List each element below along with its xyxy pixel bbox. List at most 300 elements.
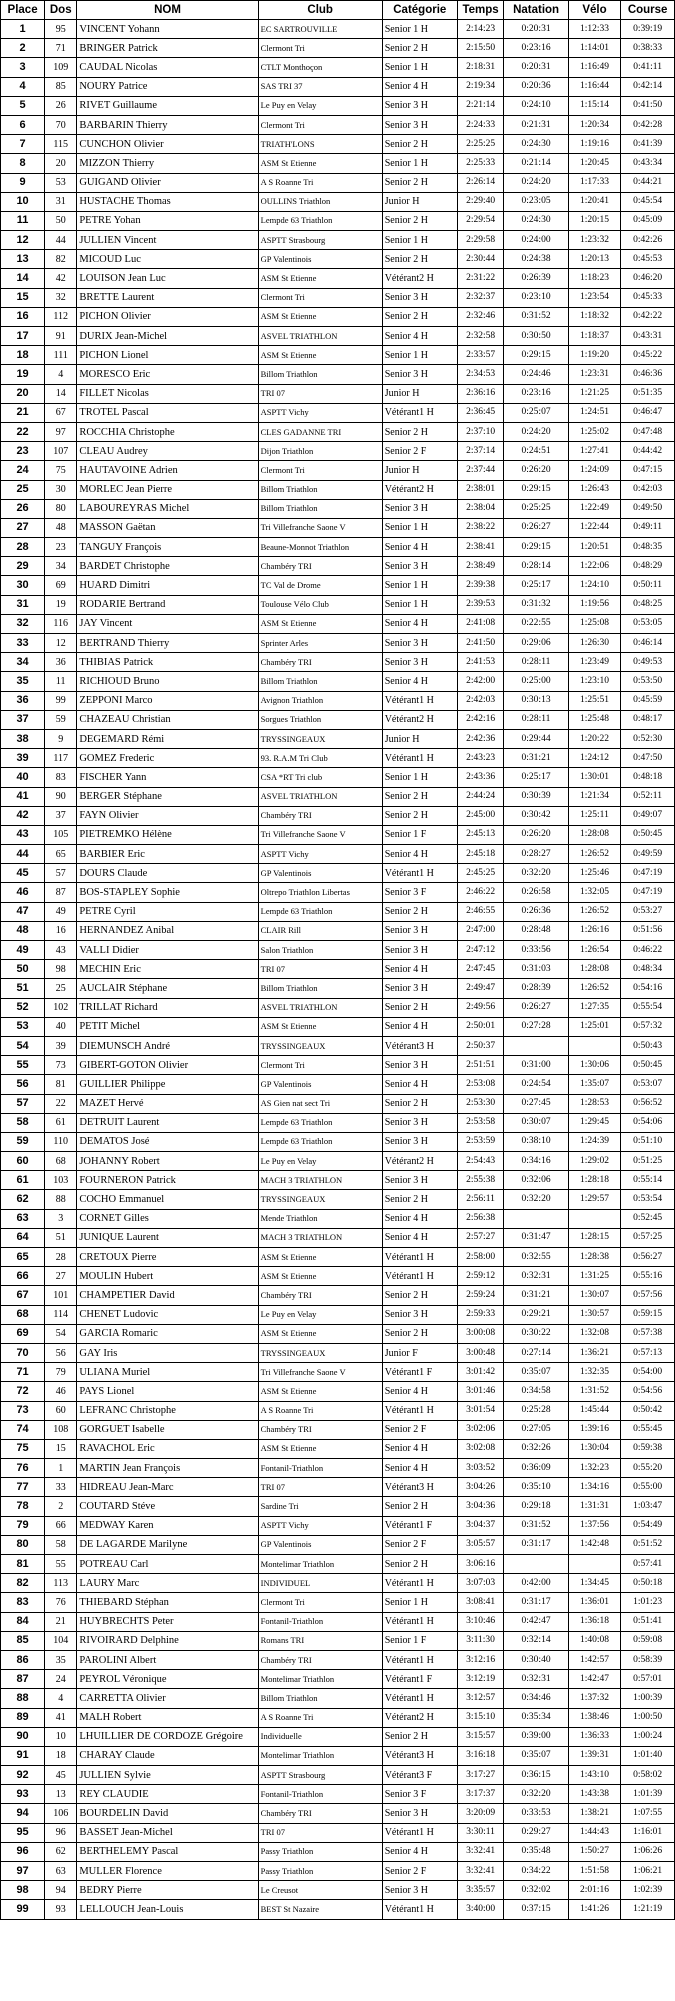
cell-place: 32 [1, 614, 45, 633]
cell-nom: GORGUET Isabelle [77, 1420, 258, 1439]
cell-velo: 1:22:49 [568, 499, 620, 518]
table-row [1, 384, 675, 403]
cell-velo: 1:20:51 [568, 538, 620, 557]
cell-course: 0:51:52 [621, 1535, 675, 1554]
cell-categorie: Vétérant1 H [382, 1823, 457, 1842]
cell-club: ASVEL TRIATHLON [258, 327, 382, 346]
cell-temps: 2:31:22 [457, 269, 504, 288]
cell-nom: GIBERT-GOTON Olivier [77, 1056, 258, 1075]
header-row [1, 1, 675, 20]
cell-course: 0:55:00 [621, 1478, 675, 1497]
table-row [1, 1574, 675, 1593]
cell-club: GP Valentinois [258, 250, 382, 269]
cell-categorie: Senior 2 F [382, 1535, 457, 1554]
cell-velo: 1:23:54 [568, 288, 620, 307]
cell-place: 42 [1, 806, 45, 825]
cell-categorie: Senior 3 H [382, 653, 457, 672]
cell-categorie: Senior 1 H [382, 346, 457, 365]
cell-categorie: Senior 1 H [382, 231, 457, 250]
cell-temps: 3:30:11 [457, 1823, 504, 1842]
cell-place: 10 [1, 192, 45, 211]
cell-course: 0:59:15 [621, 1305, 675, 1324]
cell-place: 27 [1, 518, 45, 537]
cell-place: 94 [1, 1804, 45, 1823]
cell-temps: 3:08:41 [457, 1593, 504, 1612]
cell-dos: 20 [45, 154, 77, 173]
cell-place: 90 [1, 1727, 45, 1746]
cell-dos: 26 [45, 96, 77, 115]
cell-velo: 1:24:09 [568, 461, 620, 480]
cell-nom: ZEPPONI Marco [77, 691, 258, 710]
table-row [1, 576, 675, 595]
cell-natation: 0:30:13 [504, 691, 568, 710]
cell-course: 0:47:19 [621, 883, 675, 902]
cell-nom: FILLET Nicolas [77, 384, 258, 403]
cell-course: 0:54:49 [621, 1516, 675, 1535]
cell-place: 14 [1, 269, 45, 288]
cell-velo: 1:38:46 [568, 1708, 620, 1727]
table-row [1, 192, 675, 211]
cell-velo: 1:26:54 [568, 941, 620, 960]
cell-natation: 0:26:39 [504, 269, 568, 288]
cell-place: 79 [1, 1516, 45, 1535]
table-row [1, 518, 675, 537]
cell-nom: LABOUREYRAS Michel [77, 499, 258, 518]
cell-place: 2 [1, 39, 45, 58]
cell-temps: 2:46:55 [457, 902, 504, 921]
cell-natation: 0:25:07 [504, 403, 568, 422]
cell-nom: CRETOUX Pierre [77, 1248, 258, 1267]
cell-club: ASM St Etienne [258, 1324, 382, 1343]
cell-nom: RIVOIRARD Delphine [77, 1631, 258, 1650]
table-row [1, 1343, 675, 1362]
cell-categorie: Senior 1 H [382, 576, 457, 595]
cell-categorie: Senior 4 H [382, 1842, 457, 1861]
cell-nom: COCHO Emmanuel [77, 1190, 258, 1209]
cell-velo: 1:16:44 [568, 77, 620, 96]
cell-course: 0:50:45 [621, 1056, 675, 1075]
cell-dos: 101 [45, 1286, 77, 1305]
cell-velo: 1:21:34 [568, 787, 620, 806]
cell-nom: HUARD Dimitri [77, 576, 258, 595]
cell-course: 0:55:16 [621, 1267, 675, 1286]
cell-categorie: Vétérant1 H [382, 403, 457, 422]
table-row [1, 96, 675, 115]
cell-club: ASM St Etienne [258, 614, 382, 633]
cell-place: 97 [1, 1862, 45, 1881]
cell-place: 59 [1, 1132, 45, 1151]
cell-categorie: Senior 2 H [382, 135, 457, 154]
cell-categorie: Vétérant1 H [382, 864, 457, 883]
table-row [1, 154, 675, 173]
cell-club: ASM St Etienne [258, 1017, 382, 1036]
cell-nom: TANGUY François [77, 538, 258, 557]
cell-place: 55 [1, 1056, 45, 1075]
cell-dos: 55 [45, 1555, 77, 1574]
cell-dos: 56 [45, 1343, 77, 1362]
cell-place: 48 [1, 921, 45, 940]
cell-temps: 2:45:25 [457, 864, 504, 883]
cell-natation: 0:32:06 [504, 1171, 568, 1190]
cell-course: 0:49:53 [621, 653, 675, 672]
cell-place: 24 [1, 461, 45, 480]
cell-club: Tri Villefranche Saone V [258, 518, 382, 537]
cell-club: GP Valentinois [258, 1535, 382, 1554]
cell-temps: 3:01:42 [457, 1363, 504, 1382]
cell-dos: 116 [45, 614, 77, 633]
cell-natation: 0:32:20 [504, 864, 568, 883]
cell-club: Romans TRI [258, 1631, 382, 1650]
cell-dos: 33 [45, 1478, 77, 1497]
cell-nom: MASSON Gaëtan [77, 518, 258, 537]
cell-temps: 2:26:14 [457, 173, 504, 192]
cell-temps: 3:11:30 [457, 1631, 504, 1650]
cell-temps: 3:20:09 [457, 1804, 504, 1823]
cell-temps: 2:32:46 [457, 307, 504, 326]
table-row [1, 1708, 675, 1727]
cell-velo: 1:29:57 [568, 1190, 620, 1209]
cell-nom: BERGER Stéphane [77, 787, 258, 806]
cell-nom: BRINGER Patrick [77, 39, 258, 58]
cell-dos: 39 [45, 1036, 77, 1055]
cell-dos: 59 [45, 710, 77, 729]
cell-nom: VALLI Didier [77, 941, 258, 960]
table-row [1, 1612, 675, 1631]
cell-categorie: Senior 1 H [382, 58, 457, 77]
cell-categorie: Senior 3 F [382, 883, 457, 902]
cell-course: 0:47:19 [621, 864, 675, 883]
cell-velo: 1:25:08 [568, 614, 620, 633]
cell-velo: 1:36:18 [568, 1612, 620, 1631]
cell-dos: 50 [45, 211, 77, 230]
cell-course: 0:53:54 [621, 1190, 675, 1209]
cell-dos: 25 [45, 979, 77, 998]
cell-nom: COUTARD Stéve [77, 1497, 258, 1516]
cell-natation: 0:28:39 [504, 979, 568, 998]
cell-club: Clermont Tri [258, 1056, 382, 1075]
cell-natation: 0:30:07 [504, 1113, 568, 1132]
cell-velo: 1:29:02 [568, 1152, 620, 1171]
cell-natation: 0:31:00 [504, 1056, 568, 1075]
cell-temps: 3:00:48 [457, 1343, 504, 1362]
cell-temps: 2:38:04 [457, 499, 504, 518]
table-row [1, 480, 675, 499]
cell-categorie: Junior H [382, 384, 457, 403]
cell-course: 0:42:14 [621, 77, 675, 96]
cell-dos: 73 [45, 1056, 77, 1075]
cell-club: CSA *RT Tri club [258, 768, 382, 787]
table-row [1, 1401, 675, 1420]
cell-club: Chambéry TRI [258, 1804, 382, 1823]
cell-place: 75 [1, 1439, 45, 1458]
table-row [1, 864, 675, 883]
cell-temps: 2:41:08 [457, 614, 504, 633]
cell-club: Chambéry TRI [258, 1286, 382, 1305]
cell-course: 0:42:26 [621, 231, 675, 250]
table-row [1, 499, 675, 518]
cell-club: Lempde 63 Triathlon [258, 1132, 382, 1151]
cell-place: 40 [1, 768, 45, 787]
table-row [1, 1804, 675, 1823]
cell-place: 44 [1, 845, 45, 864]
cell-velo: 1:36:01 [568, 1593, 620, 1612]
cell-categorie: Senior 3 H [382, 96, 457, 115]
cell-club: OULLINS Triathlon [258, 192, 382, 211]
cell-natation: 0:31:21 [504, 1286, 568, 1305]
cell-categorie: Junior H [382, 192, 457, 211]
cell-velo: 1:28:53 [568, 1094, 620, 1113]
cell-natation: 0:24:30 [504, 211, 568, 230]
cell-course: 0:55:14 [621, 1171, 675, 1190]
cell-nom: CHENET Ludovic [77, 1305, 258, 1324]
cell-course: 0:59:38 [621, 1439, 675, 1458]
cell-velo: 1:20:41 [568, 192, 620, 211]
cell-nom: MEDWAY Karen [77, 1516, 258, 1535]
cell-place: 6 [1, 115, 45, 134]
cell-temps: 2:39:38 [457, 576, 504, 595]
cell-temps: 2:43:23 [457, 749, 504, 768]
cell-nom: BERTRAND Thierry [77, 634, 258, 653]
table-row [1, 288, 675, 307]
cell-categorie: Senior 2 F [382, 1862, 457, 1881]
cell-place: 73 [1, 1401, 45, 1420]
cell-nom: THIEBARD Stéphan [77, 1593, 258, 1612]
cell-place: 71 [1, 1363, 45, 1382]
cell-categorie: Senior 4 H [382, 614, 457, 633]
cell-categorie: Junior H [382, 461, 457, 480]
cell-natation: 0:25:28 [504, 1401, 568, 1420]
cell-categorie: Senior 2 H [382, 39, 457, 58]
cell-club: CTLT Monthoçon [258, 58, 382, 77]
cell-velo: 1:20:34 [568, 115, 620, 134]
cell-nom: ROCCHIA Christophe [77, 422, 258, 441]
cell-natation: 0:25:17 [504, 768, 568, 787]
cell-club: Le Creusot [258, 1881, 382, 1900]
header-place: Place [1, 1, 45, 20]
cell-place: 17 [1, 327, 45, 346]
cell-course: 0:48:25 [621, 595, 675, 614]
cell-place: 3 [1, 58, 45, 77]
table-row [1, 422, 675, 441]
cell-dos: 98 [45, 960, 77, 979]
cell-course: 0:57:38 [621, 1324, 675, 1343]
cell-natation [504, 1209, 568, 1228]
cell-club: A S Roanne Tri [258, 173, 382, 192]
cell-temps: 3:15:57 [457, 1727, 504, 1746]
cell-velo: 1:26:52 [568, 902, 620, 921]
cell-dos: 45 [45, 1766, 77, 1785]
cell-categorie: Vétérant1 H [382, 1267, 457, 1286]
table-row [1, 595, 675, 614]
cell-nom: JOHANNY Robert [77, 1152, 258, 1171]
cell-place: 66 [1, 1267, 45, 1286]
cell-place: 34 [1, 653, 45, 672]
cell-course: 1:03:47 [621, 1497, 675, 1516]
cell-categorie: Vétérant1 H [382, 1248, 457, 1267]
cell-dos: 31 [45, 192, 77, 211]
cell-club: Le Puy en Velay [258, 1152, 382, 1171]
cell-velo: 1:25:51 [568, 691, 620, 710]
cell-velo: 1:34:45 [568, 1574, 620, 1593]
cell-categorie: Junior F [382, 1343, 457, 1362]
cell-dos: 58 [45, 1535, 77, 1554]
cell-dos: 13 [45, 1785, 77, 1804]
cell-club: TRYSSINGEAUX [258, 1036, 382, 1055]
cell-club: ASM St Etienne [258, 269, 382, 288]
cell-categorie: Vétérant1 F [382, 1670, 457, 1689]
cell-velo [568, 1555, 620, 1574]
cell-nom: VINCENT Yohann [77, 20, 258, 39]
cell-velo: 1:26:30 [568, 634, 620, 653]
table-row [1, 1497, 675, 1516]
cell-nom: JULLIEN Sylvie [77, 1766, 258, 1785]
cell-temps: 3:05:57 [457, 1535, 504, 1554]
cell-place: 67 [1, 1286, 45, 1305]
cell-dos: 53 [45, 173, 77, 192]
cell-natation: 0:35:34 [504, 1708, 568, 1727]
cell-place: 11 [1, 211, 45, 230]
cell-temps: 3:17:37 [457, 1785, 504, 1804]
cell-course: 0:57:01 [621, 1670, 675, 1689]
cell-place: 87 [1, 1670, 45, 1689]
cell-velo: 1:30:04 [568, 1439, 620, 1458]
cell-place: 8 [1, 154, 45, 173]
cell-course: 0:42:28 [621, 115, 675, 134]
cell-categorie: Senior 2 H [382, 173, 457, 192]
cell-categorie: Senior 2 H [382, 1324, 457, 1343]
cell-nom: BOURDELIN David [77, 1804, 258, 1823]
cell-velo: 1:29:45 [568, 1113, 620, 1132]
cell-temps: 3:35:57 [457, 1881, 504, 1900]
cell-place: 18 [1, 346, 45, 365]
cell-nom: DURIX Jean-Michel [77, 327, 258, 346]
cell-course: 0:51:35 [621, 384, 675, 403]
cell-course: 0:42:22 [621, 307, 675, 326]
cell-velo: 1:45:44 [568, 1401, 620, 1420]
cell-velo: 1:42:57 [568, 1650, 620, 1669]
cell-dos: 102 [45, 998, 77, 1017]
cell-nom: GUIGAND Olivier [77, 173, 258, 192]
cell-temps: 2:49:47 [457, 979, 504, 998]
cell-categorie: Vétérant1 H [382, 1612, 457, 1631]
cell-club: Tri Villefranche Saone V [258, 1363, 382, 1382]
cell-temps: 2:47:45 [457, 960, 504, 979]
cell-course: 0:57:25 [621, 1228, 675, 1247]
table-row [1, 902, 675, 921]
table-row [1, 1094, 675, 1113]
cell-club: TRYSSINGEAUX [258, 1190, 382, 1209]
table-row [1, 1881, 675, 1900]
cell-nom: MICOUD Luc [77, 250, 258, 269]
cell-velo: 1:14:01 [568, 39, 620, 58]
cell-nom: TRILLAT Richard [77, 998, 258, 1017]
cell-place: 99 [1, 1900, 45, 1919]
cell-natation: 0:34:16 [504, 1152, 568, 1171]
cell-place: 68 [1, 1305, 45, 1324]
cell-velo: 1:31:31 [568, 1497, 620, 1516]
cell-club: Tri Villefranche Saone V [258, 825, 382, 844]
cell-natation: 0:33:56 [504, 941, 568, 960]
table-row [1, 710, 675, 729]
cell-temps: 2:37:44 [457, 461, 504, 480]
cell-natation: 0:29:21 [504, 1305, 568, 1324]
cell-temps: 2:59:24 [457, 1286, 504, 1305]
cell-velo: 1:30:01 [568, 768, 620, 787]
cell-club: Chambéry TRI [258, 653, 382, 672]
cell-categorie: Senior 3 H [382, 499, 457, 518]
cell-natation: 0:26:58 [504, 883, 568, 902]
cell-club: Billom Triathlon [258, 480, 382, 499]
cell-velo: 1:25:11 [568, 806, 620, 825]
cell-club: Chambéry TRI [258, 806, 382, 825]
cell-categorie: Senior 3 H [382, 1132, 457, 1151]
table-row [1, 211, 675, 230]
cell-place: 91 [1, 1746, 45, 1765]
cell-categorie: Senior 3 H [382, 941, 457, 960]
cell-course: 0:53:50 [621, 672, 675, 691]
table-row [1, 653, 675, 672]
cell-nom: MARTIN Jean François [77, 1459, 258, 1478]
header-course: Course [621, 1, 675, 20]
cell-categorie: Vétérant1 H [382, 691, 457, 710]
cell-course: 0:48:34 [621, 960, 675, 979]
cell-temps: 2:59:33 [457, 1305, 504, 1324]
cell-place: 4 [1, 77, 45, 96]
cell-course: 1:06:21 [621, 1862, 675, 1881]
cell-velo: 1:26:52 [568, 979, 620, 998]
cell-course: 0:53:05 [621, 614, 675, 633]
cell-temps: 2:32:37 [457, 288, 504, 307]
cell-velo: 1:22:44 [568, 518, 620, 537]
cell-course: 0:45:33 [621, 288, 675, 307]
cell-categorie: Senior 4 H [382, 1209, 457, 1228]
cell-natation: 0:35:48 [504, 1842, 568, 1861]
table-row [1, 1017, 675, 1036]
cell-categorie: Senior 3 H [382, 365, 457, 384]
cell-course: 0:45:59 [621, 691, 675, 710]
cell-temps: 3:17:27 [457, 1766, 504, 1785]
cell-dos: 79 [45, 1363, 77, 1382]
cell-natation: 0:29:15 [504, 538, 568, 557]
table-row [1, 231, 675, 250]
cell-place: 37 [1, 710, 45, 729]
cell-natation: 0:31:17 [504, 1593, 568, 1612]
cell-velo: 1:25:01 [568, 1017, 620, 1036]
table-row [1, 1842, 675, 1861]
cell-natation: 0:33:53 [504, 1804, 568, 1823]
cell-place: 78 [1, 1497, 45, 1516]
cell-nom: RAVACHOL Eric [77, 1439, 258, 1458]
cell-dos: 11 [45, 672, 77, 691]
cell-temps: 2:39:53 [457, 595, 504, 614]
cell-place: 96 [1, 1842, 45, 1861]
cell-dos: 23 [45, 538, 77, 557]
cell-course: 1:00:50 [621, 1708, 675, 1727]
cell-course: 0:48:18 [621, 768, 675, 787]
cell-velo: 1:18:37 [568, 327, 620, 346]
cell-course: 1:01:39 [621, 1785, 675, 1804]
cell-dos: 61 [45, 1113, 77, 1132]
cell-dos: 95 [45, 20, 77, 39]
cell-categorie: Senior 3 H [382, 1804, 457, 1823]
cell-club: 93. R.A.M Tri Club [258, 749, 382, 768]
cell-temps: 3:16:18 [457, 1746, 504, 1765]
cell-temps: 3:07:03 [457, 1574, 504, 1593]
cell-course: 0:46:47 [621, 403, 675, 422]
cell-dos: 63 [45, 1862, 77, 1881]
cell-place: 7 [1, 135, 45, 154]
cell-course: 0:41:50 [621, 96, 675, 115]
